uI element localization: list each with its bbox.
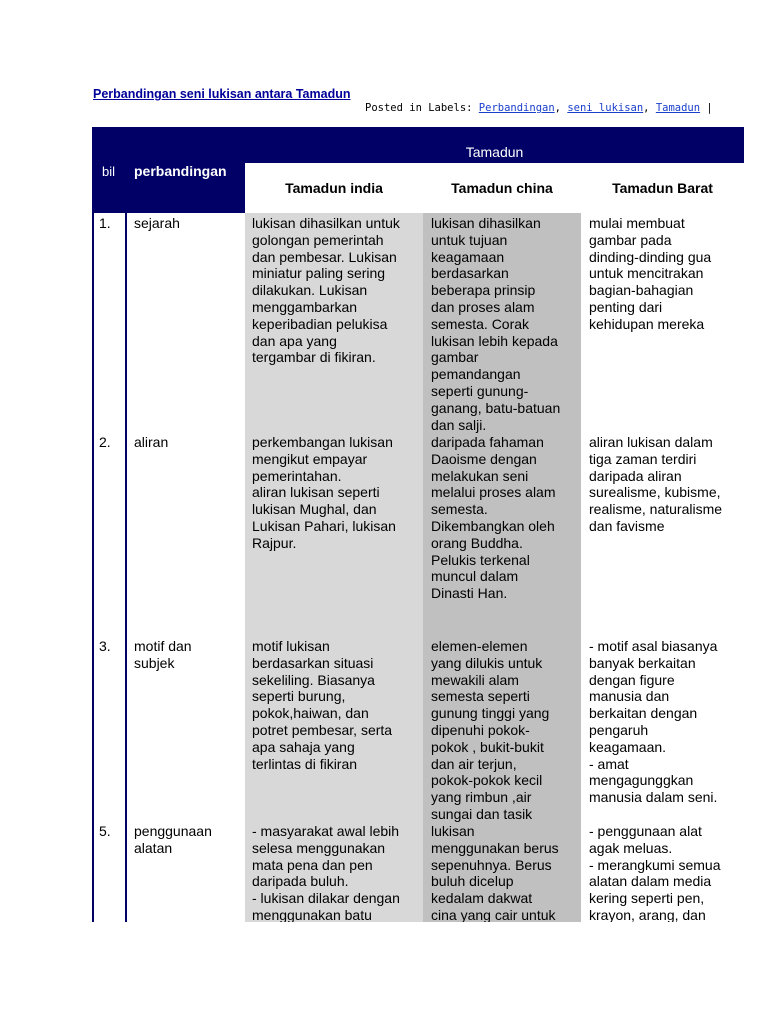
row-1-bil: 1. [99, 215, 111, 231]
row-4-india: - masyarakat awal lebih selesa menggunakan mata pena dan pen daripada buluh. - lukisan dilakar dengan menggunakan batu [252, 823, 400, 922]
row-2-perbandingan: aliran [134, 434, 169, 450]
table-left-border [92, 213, 94, 922]
header-tamadun-china: Tamadun china [451, 180, 553, 196]
post-title-link[interactable]: Perbandingan seni lukisan antara Tamadun [93, 87, 351, 101]
header-bil: bil [102, 164, 116, 179]
row-3-bil: 3. [99, 638, 111, 654]
row-1-india: lukisan dihasilkan untuk golongan pemerintah dan pembesar. Lukisan miniatur paling sering dilakukan. Lukisan menggambarkan keperibadian pelukisa dan apa yang tergambar di fikiran. [252, 215, 400, 366]
row-4-china: lukisan menggunakan berus sepenuhnya. Berus buluh dicelup kedalam dakwat cina yang cair untuk [431, 823, 559, 922]
label-link-perbandingan[interactable]: Perbandingan [478, 102, 555, 114]
comparison-table [92, 127, 744, 922]
row-3-india: motif lukisan berdasarkan situasi sekeliling. Biasanya seperti burung, pokok,haiwan, dan potret pembesar, serta apa sahaja yang terlintas di fikiran [252, 638, 393, 772]
row-2-india: perkembangan lukisan mengikut empayar pemerintahan. aliran lukisan seperti lukisan Mughal, dan Lukisan Pahari, lukisan Rajpur. [252, 434, 396, 551]
label-separator: , [554, 102, 568, 114]
row-1-china: lukisan dihasilkan untuk tujuan keagamaan berdasarkan beberapa prinsip dan proses alam semesta. Corak lukisan lebih kepada gambar pemandangan seperti gunung- ganang, batu-batuan dan salji. [431, 215, 561, 433]
row-3-barat: - motif asal biasanya banyak berkaitan dengan figure manusia dan berkaitan dengan pengaruh keagamaan. - amat mengagunggkan manusia dalam seni. [589, 638, 718, 806]
label-separator: , [643, 102, 656, 114]
row-2-china: daripada fahaman Daoisme dengan melakukan seni melalui proses alam semesta. Dikembangkan oleh orang Buddha. Pelukis terkenal muncul dalam Dinasti Han. [431, 434, 556, 602]
row-3-china: elemen-elemen yang dilukis untuk mewakili alam semesta seperti gunung tinggi yang dipenuhi pokok- pokok , bukit-bukit dan air terjun, pokok-pokok kecil yang rimbun ,air sungai dan tasik [431, 638, 550, 822]
column-bil-bg [92, 127, 126, 922]
row-3-perbandingan: motif dan subjek [134, 638, 192, 671]
header-perbandingan: perbandingan [134, 163, 227, 179]
posted-in-text: Posted in Labels: [365, 102, 479, 114]
label-link-tamadun[interactable]: Tamadun [655, 102, 701, 114]
row-4-perbandingan: penggunaan alatan [134, 823, 212, 856]
row-4-bil: 5. [99, 823, 111, 839]
row-2-bil: 2. [99, 434, 111, 450]
header-tamadun-india: Tamadun india [285, 180, 383, 196]
labels-line [365, 102, 713, 114]
label-trailing-bar: | [700, 102, 713, 114]
row-1-perbandingan: sejarah [134, 215, 180, 231]
row-1-barat: mulai membuat gambar pada dinding-dinding gua untuk mencitrakan bagian-bahagian penting dari kehidupan mereka [589, 215, 712, 332]
row-2-barat: aliran lukisan dalam tiga zaman terdiri daripada aliran surealisme, kubisme, realisme, naturalisme dan favisme [589, 434, 723, 534]
header-tamadun: Tamadun [465, 144, 524, 160]
column-perbandingan-bg [126, 127, 245, 922]
header-tamadun-barat: Tamadun Barat [612, 180, 713, 196]
label-link-seni-lukisan[interactable]: seni lukisan [567, 102, 644, 114]
column-divider [125, 213, 127, 922]
row-4-barat: - penggunaan alat agak meluas. - merangkumi semua alatan dalam media kering seperti pen, krayon, arang, dan [589, 823, 721, 922]
